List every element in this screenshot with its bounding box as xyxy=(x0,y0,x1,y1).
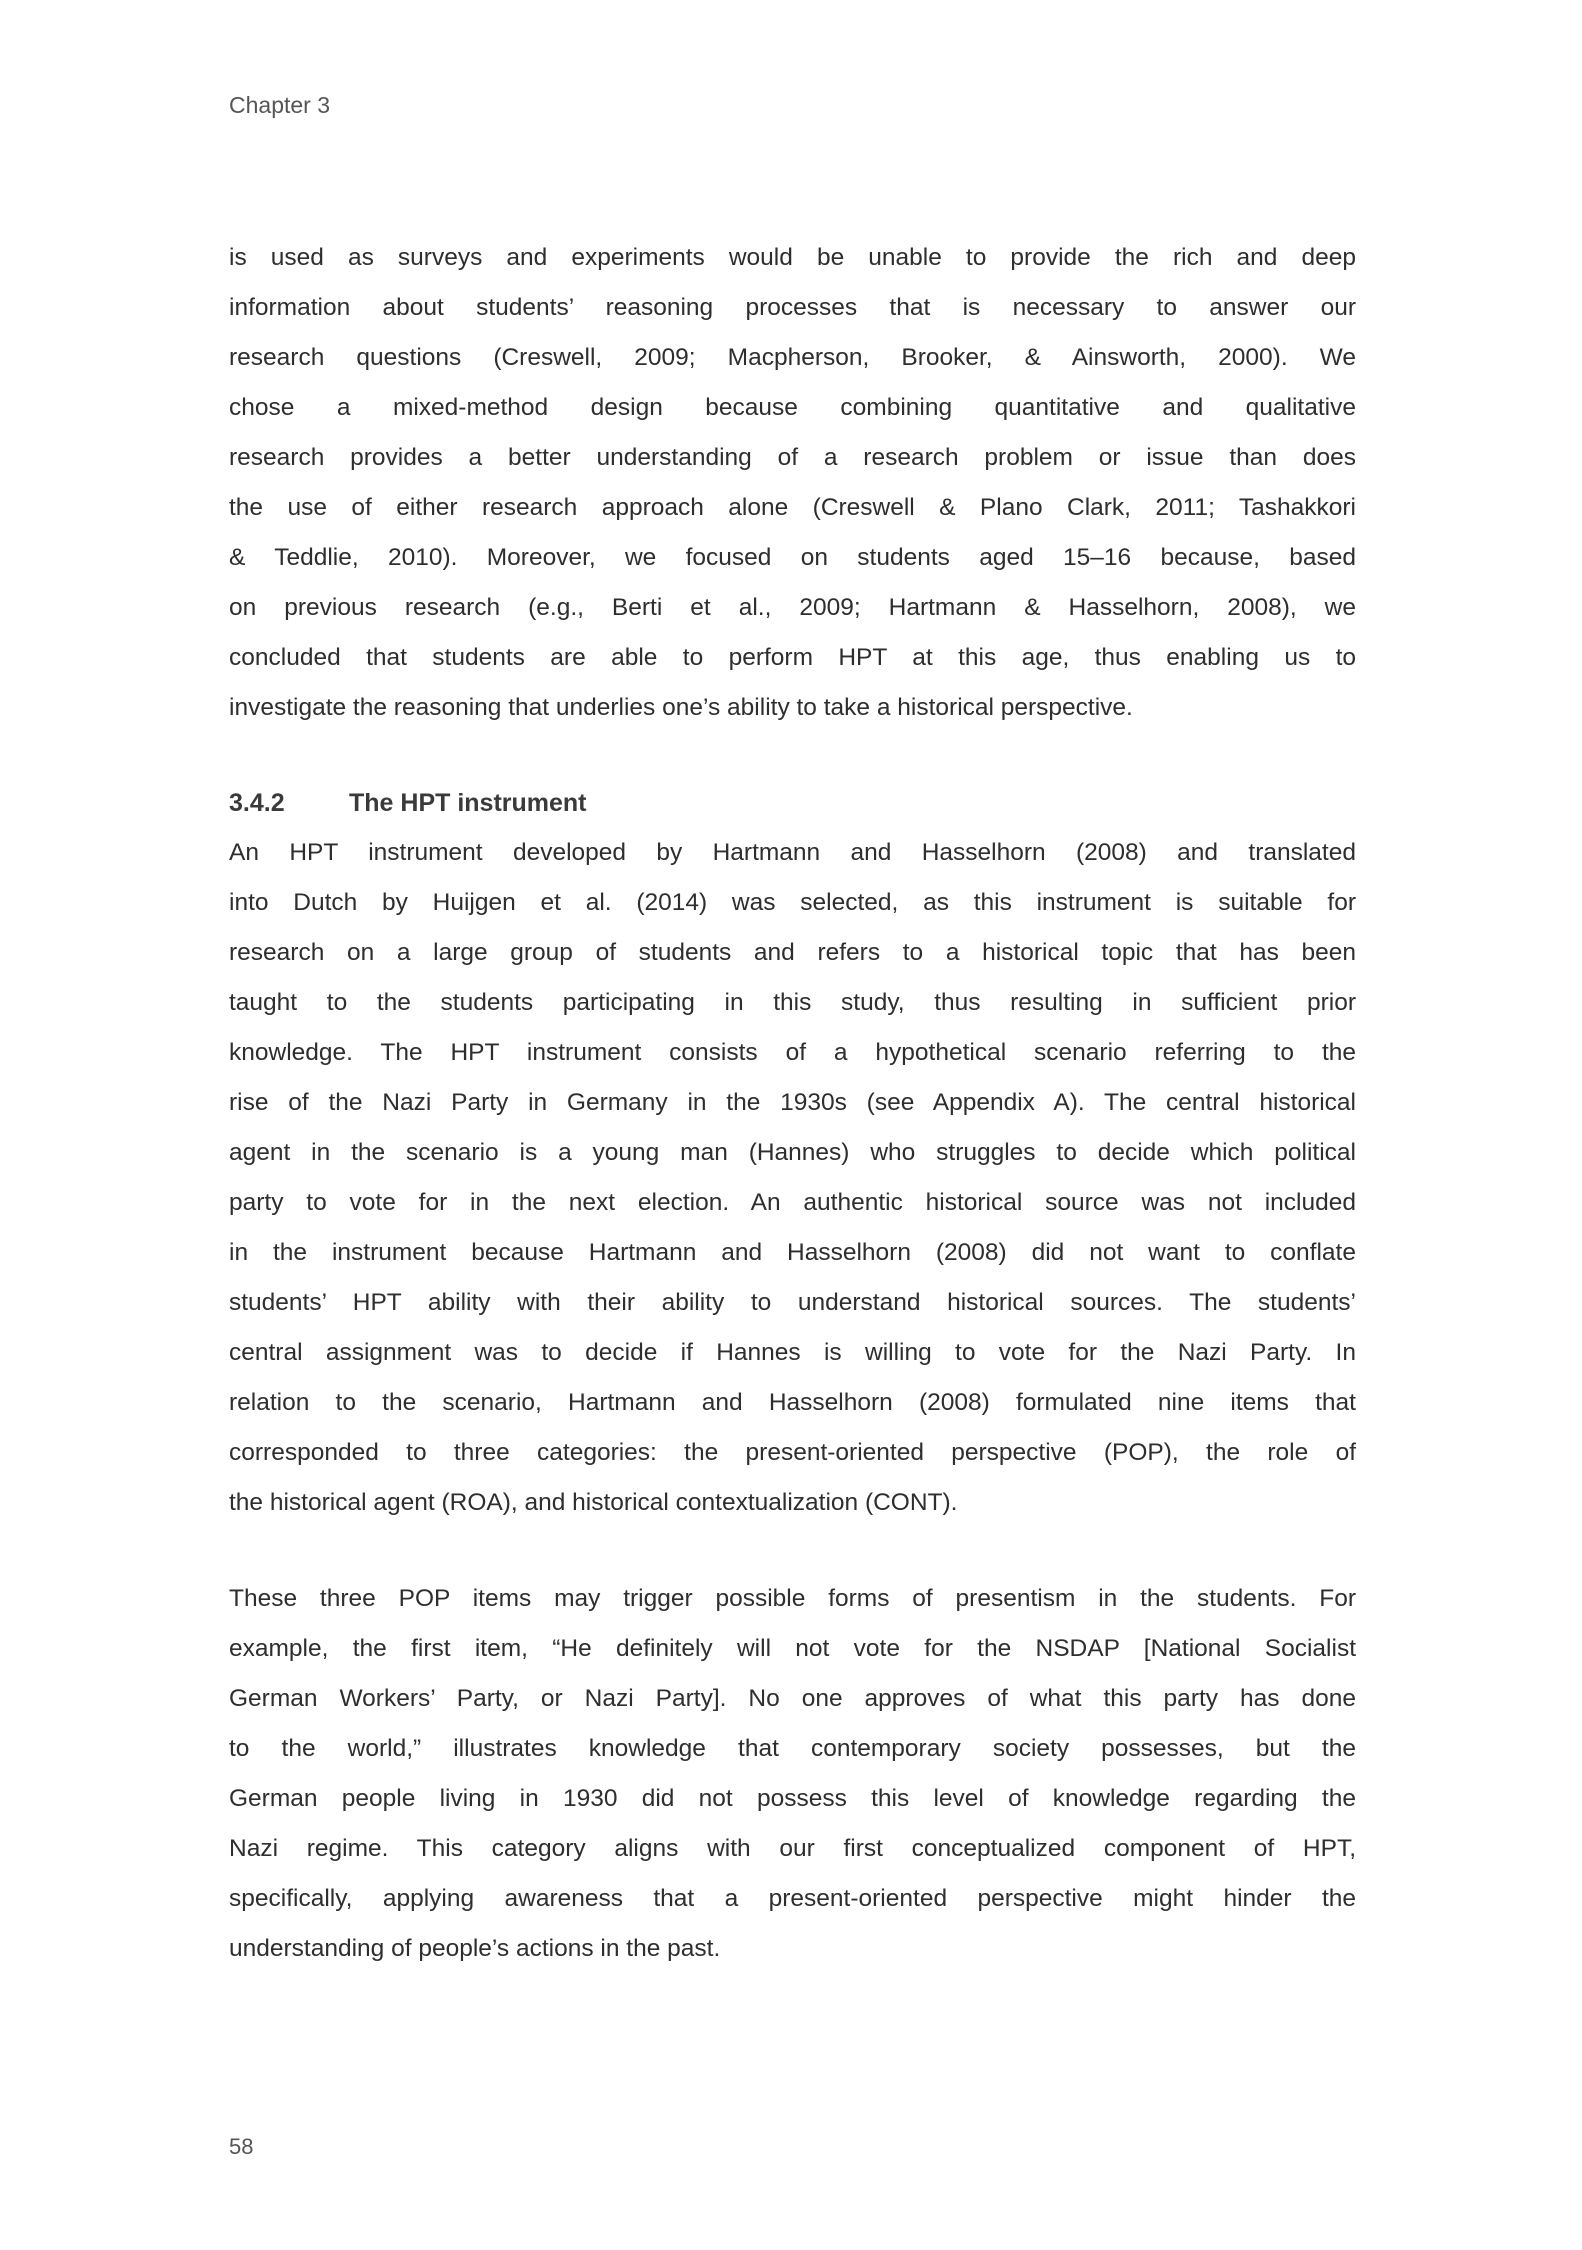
text-line: Nazi regime. This category aligns with our first conceptualized component of HPT, xyxy=(229,1835,1356,1862)
section-heading xyxy=(229,778,587,828)
text-line: corresponded to three categories: the present-oriented perspective (POP), the role of xyxy=(229,1439,1356,1466)
running-head: Chapter 3 xyxy=(229,92,331,118)
paragraph-3 xyxy=(229,1574,1356,1974)
section-number: 3.4.2 xyxy=(229,789,285,817)
text-line: These three POP items may trigger possible forms of presentism in the students. For xyxy=(229,1585,1356,1612)
text-line: party to vote for in the next election. An authentic historical source was not included xyxy=(229,1189,1356,1216)
text-line: into Dutch by Huijgen et al. (2014) was selected, as this instrument is suitable for xyxy=(229,889,1356,916)
text-line: example, the first item, “He definitely will not vote for the NSDAP [National Socialist xyxy=(229,1635,1356,1662)
text-line: specifically, applying awareness that a present-oriented perspective might hinder the xyxy=(229,1885,1356,1912)
text-line: central assignment was to decide if Hannes is willing to vote for the Nazi Party. In xyxy=(229,1339,1356,1366)
text-line: knowledge. The HPT instrument consists of a hypothetical scenario referring to the xyxy=(229,1039,1356,1066)
text-line: to the world,” illustrates knowledge that contemporary society possesses, but the xyxy=(229,1735,1356,1762)
text-line: An HPT instrument developed by Hartmann and Hasselhorn (2008) and translated xyxy=(229,839,1356,866)
text-line: research provides a better understanding of a research problem or issue than does xyxy=(229,444,1356,471)
text-line: concluded that students are able to perform HPT at this age, thus enabling us to xyxy=(229,644,1356,671)
text-line: the use of either research approach alone (Creswell & Plano Clark, 2011; Tashakkori xyxy=(229,494,1356,521)
text-line: research questions (Creswell, 2009; Macpherson, Brooker, & Ainsworth, 2000). We xyxy=(229,344,1356,371)
text-line: is used as surveys and experiments would be unable to provide the rich and deep xyxy=(229,244,1356,271)
text-line: information about students’ reasoning processes that is necessary to answer our xyxy=(229,294,1356,321)
text-line: research on a large group of students and refers to a historical topic that has been xyxy=(229,939,1356,966)
section-title: The HPT instrument xyxy=(349,789,587,817)
paragraph-2 xyxy=(229,828,1356,1528)
text-line: understanding of people’s actions in the past. xyxy=(229,1935,721,1962)
paragraph-1 xyxy=(229,233,1356,733)
text-line: relation to the scenario, Hartmann and Hasselhorn (2008) formulated nine items that xyxy=(229,1389,1356,1416)
text-line: on previous research (e.g., Berti et al., 2009; Hartmann & Hasselhorn, 2008), we xyxy=(229,594,1356,621)
text-line: German Workers’ Party, or Nazi Party]. No one approves of what this party has done xyxy=(229,1685,1356,1712)
text-line: agent in the scenario is a young man (Hannes) who struggles to decide which political xyxy=(229,1139,1356,1166)
text-line: the historical agent (ROA), and historical contextualization (CONT). xyxy=(229,1489,958,1516)
text-line: chose a mixed-method design because combining quantitative and qualitative xyxy=(229,394,1356,421)
page-number: 58 xyxy=(229,2134,254,2159)
text-line: German people living in 1930 did not possess this level of knowledge regarding the xyxy=(229,1785,1356,1812)
text-line: students’ HPT ability with their ability to understand historical sources. The students’ xyxy=(229,1289,1356,1316)
text-line: taught to the students participating in this study, thus resulting in sufficient prior xyxy=(229,989,1356,1016)
text-line: rise of the Nazi Party in Germany in the 1930s (see Appendix A). The central historical xyxy=(229,1089,1356,1116)
text-line: & Teddlie, 2010). Moreover, we focused on students aged 15–16 because, based xyxy=(229,544,1356,571)
text-line: investigate the reasoning that underlies one’s ability to take a historical perspective. xyxy=(229,694,1133,721)
text-line: in the instrument because Hartmann and Hasselhorn (2008) did not want to conflate xyxy=(229,1239,1356,1266)
